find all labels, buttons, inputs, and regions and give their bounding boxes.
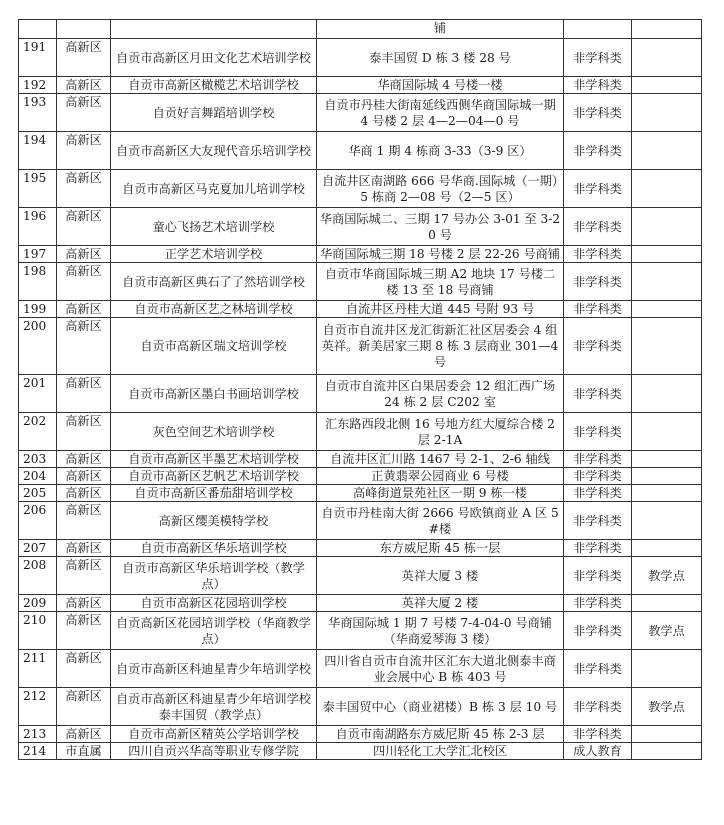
- address-cell: 自贡市丹桂大街南延线西侧华商国际城一期 4 号楼 2 层 4—2—04—0 号: [317, 94, 564, 132]
- continuation-cell: 铺: [317, 20, 564, 39]
- note-cell: [632, 451, 702, 468]
- category-cell: 非学科类: [564, 540, 632, 557]
- district-cell: 高新区: [57, 246, 111, 263]
- address-cell: 自贡市华商国际城三期 A2 地块 17 号楼二楼 13 至 18 号商铺: [317, 263, 564, 301]
- table-row: [19, 650, 702, 688]
- row-number: 209: [19, 595, 57, 612]
- category-cell: 非学科类: [564, 301, 632, 318]
- category-cell: 非学科类: [564, 451, 632, 468]
- district-cell: 高新区: [57, 375, 111, 413]
- note-cell: [632, 650, 702, 688]
- note-cell: [632, 468, 702, 485]
- row-number: 194: [19, 132, 57, 170]
- table-row: [19, 77, 702, 94]
- district-cell: 高新区: [57, 208, 111, 246]
- category-cell: 成人教育: [564, 743, 632, 760]
- district-cell: 高新区: [57, 726, 111, 743]
- note-cell: [632, 132, 702, 170]
- row-number: 208: [19, 557, 57, 595]
- continuation-row: [19, 20, 702, 39]
- note-cell: [632, 595, 702, 612]
- address-cell: 自流井区汇川路 1467 号 2-1、2-6 轴线: [317, 451, 564, 468]
- row-number: 192: [19, 77, 57, 94]
- table-row: [19, 540, 702, 557]
- table-row: [19, 94, 702, 132]
- district-cell: 高新区: [57, 468, 111, 485]
- district-cell: 高新区: [57, 451, 111, 468]
- note-cell: [632, 208, 702, 246]
- table-row: [19, 557, 702, 595]
- district-cell: 高新区: [57, 557, 111, 595]
- school-name-cell: 自贡市高新区瑞文培训学校: [111, 318, 317, 375]
- note-cell: [632, 170, 702, 208]
- address-cell: 华商 1 期 4 栋商 3-33（3-9 区）: [317, 132, 564, 170]
- table-row: [19, 688, 702, 726]
- row-number: 195: [19, 170, 57, 208]
- address-cell: 正黄翡翠公园商业 6 号楼: [317, 468, 564, 485]
- table-row: [19, 375, 702, 413]
- district-cell: 市直属: [57, 743, 111, 760]
- row-number: 211: [19, 650, 57, 688]
- note-cell: 教学点: [632, 688, 702, 726]
- address-cell: 四川省自贡市自流井区汇东大道北侧泰丰商业会展中心 B 栋 403 号: [317, 650, 564, 688]
- district-cell: 高新区: [57, 170, 111, 208]
- category-cell: 非学科类: [564, 208, 632, 246]
- note-cell: [632, 540, 702, 557]
- school-name-cell: 正学艺术培训学校: [111, 246, 317, 263]
- school-name-cell: 自贡高新区花园培训学校（华商教学点）: [111, 612, 317, 650]
- table-row: [19, 468, 702, 485]
- category-cell: 非学科类: [564, 485, 632, 502]
- address-cell: 自贡市丹桂南大街 2666 号欧镇商业 A 区 5#楼: [317, 502, 564, 540]
- address-cell: 泰丰国贸 D 栋 3 楼 28 号: [317, 39, 564, 77]
- school-name-cell: 自贡市高新区华乐培训学校（教学点）: [111, 557, 317, 595]
- note-cell: [632, 413, 702, 451]
- address-cell: 泰丰国贸中心（商业裙楼）B 栋 3 层 10 号: [317, 688, 564, 726]
- table-row: [19, 318, 702, 375]
- table-body: [19, 20, 702, 760]
- table-row: [19, 39, 702, 77]
- note-cell: [632, 743, 702, 760]
- table-row: [19, 502, 702, 540]
- address-cell: 自流井区南湖路 666 号华商.国际城（一期）5 栋商 2—08 号（2—5 区）: [317, 170, 564, 208]
- school-name-cell: 四川自贡兴华高等职业专修学院: [111, 743, 317, 760]
- address-cell: 高峰街道景苑社区一期 9 栋一楼: [317, 485, 564, 502]
- table-row: [19, 413, 702, 451]
- note-cell: [632, 485, 702, 502]
- district-cell: 高新区: [57, 77, 111, 94]
- category-cell: 非学科类: [564, 468, 632, 485]
- table-row: [19, 612, 702, 650]
- table-row: [19, 132, 702, 170]
- category-cell: 非学科类: [564, 263, 632, 301]
- category-cell: 非学科类: [564, 77, 632, 94]
- school-name-cell: 高新区缨美模特学校: [111, 502, 317, 540]
- row-number: 200: [19, 318, 57, 375]
- note-cell: 教学点: [632, 612, 702, 650]
- school-list-table: [18, 19, 702, 760]
- category-cell: 非学科类: [564, 612, 632, 650]
- note-cell: 教学点: [632, 557, 702, 595]
- school-name-cell: 自贡市高新区橄榄艺术培训学校: [111, 77, 317, 94]
- school-name-cell: 自贡市高新区精英公学培训学校: [111, 726, 317, 743]
- note-cell: [632, 94, 702, 132]
- category-cell: 非学科类: [564, 318, 632, 375]
- school-name-cell: 自贡市高新区半墨艺术培训学校: [111, 451, 317, 468]
- note-cell: [632, 246, 702, 263]
- row-number: 191: [19, 39, 57, 77]
- school-name-cell: 自贡好言舞蹈培训学校: [111, 94, 317, 132]
- school-name-cell: 童心飞扬艺术培训学校: [111, 208, 317, 246]
- table-row: [19, 485, 702, 502]
- school-name-cell: 自贡市高新区科迪星青少年培训学校泰丰国贸（教学点）: [111, 688, 317, 726]
- school-name-cell: 自贡市高新区大友现代音乐培训学校: [111, 132, 317, 170]
- category-cell: 非学科类: [564, 650, 632, 688]
- district-cell: 高新区: [57, 540, 111, 557]
- table-row: [19, 301, 702, 318]
- category-cell: 非学科类: [564, 557, 632, 595]
- school-name-cell: 自贡市高新区艺帆艺术培训学校: [111, 468, 317, 485]
- address-cell: 英祥大厦 2 楼: [317, 595, 564, 612]
- school-name-cell: 自贡市高新区马克夏加儿培训学校: [111, 170, 317, 208]
- row-number: 206: [19, 502, 57, 540]
- table-row: [19, 170, 702, 208]
- category-cell: 非学科类: [564, 132, 632, 170]
- school-name-cell: 自贡市高新区典石了了然培训学校: [111, 263, 317, 301]
- category-cell: 非学科类: [564, 726, 632, 743]
- table-row: [19, 451, 702, 468]
- note-cell: [632, 502, 702, 540]
- row-number: 197: [19, 246, 57, 263]
- category-cell: 非学科类: [564, 94, 632, 132]
- school-name-cell: 自贡市高新区月田文化艺术培训学校: [111, 39, 317, 77]
- school-name-cell: 自贡市高新区番茄甜培训学校: [111, 485, 317, 502]
- school-name-cell: 自贡市高新区墨白书画培训学校: [111, 375, 317, 413]
- table-row: [19, 208, 702, 246]
- district-cell: 高新区: [57, 132, 111, 170]
- table-row: [19, 743, 702, 760]
- note-cell: [632, 726, 702, 743]
- row-number: 199: [19, 301, 57, 318]
- category-cell: 非学科类: [564, 246, 632, 263]
- table-row: [19, 246, 702, 263]
- address-cell: 华商国际城 1 期 7 号楼 7-4-04-0 号商铺（华商爱琴海 3 楼）: [317, 612, 564, 650]
- address-cell: 华商国际城三期 18 号楼 2 层 22-26 号商铺: [317, 246, 564, 263]
- district-cell: 高新区: [57, 688, 111, 726]
- row-number: 193: [19, 94, 57, 132]
- address-cell: 自流井区丹桂大道 445 号附 93 号: [317, 301, 564, 318]
- district-cell: 高新区: [57, 650, 111, 688]
- school-name-cell: 自贡市高新区艺之林培训学校: [111, 301, 317, 318]
- category-cell: 非学科类: [564, 688, 632, 726]
- table-row: [19, 726, 702, 743]
- category-cell: 非学科类: [564, 375, 632, 413]
- row-number: 213: [19, 726, 57, 743]
- row-number: 202: [19, 413, 57, 451]
- district-cell: 高新区: [57, 413, 111, 451]
- row-number: 198: [19, 263, 57, 301]
- address-cell: 自贡市自流井区白果居委会 12 组汇西广场 24 栋 2 层 C202 室: [317, 375, 564, 413]
- district-cell: 高新区: [57, 595, 111, 612]
- row-number: 196: [19, 208, 57, 246]
- note-cell: [632, 318, 702, 375]
- district-cell: 高新区: [57, 485, 111, 502]
- address-cell: 东方威尼斯 45 栋一层: [317, 540, 564, 557]
- category-cell: 非学科类: [564, 595, 632, 612]
- address-cell: 四川轻化工大学汇北校区: [317, 743, 564, 760]
- school-name-cell: 自贡市高新区科迪星青少年培训学校: [111, 650, 317, 688]
- row-number: 214: [19, 743, 57, 760]
- school-name-cell: 自贡市高新区花园培训学校: [111, 595, 317, 612]
- address-cell: 英祥大厦 3 楼: [317, 557, 564, 595]
- address-cell: 汇东路西段北侧 16 号地方红大厦综合楼 2 层 2-1A: [317, 413, 564, 451]
- address-cell: 华商国际城二、三期 17 号办公 3-01 至 3-20 号: [317, 208, 564, 246]
- address-cell: 华商国际城 4 号楼一楼: [317, 77, 564, 94]
- note-cell: [632, 301, 702, 318]
- district-cell: 高新区: [57, 263, 111, 301]
- note-cell: [632, 375, 702, 413]
- category-cell: 非学科类: [564, 502, 632, 540]
- table-row: [19, 263, 702, 301]
- row-number: 205: [19, 485, 57, 502]
- category-cell: 非学科类: [564, 170, 632, 208]
- note-cell: [632, 263, 702, 301]
- district-cell: 高新区: [57, 39, 111, 77]
- district-cell: 高新区: [57, 502, 111, 540]
- category-cell: 非学科类: [564, 39, 632, 77]
- table-row: [19, 595, 702, 612]
- address-cell: 自贡市自流井区龙汇街新汇社区居委会 4 组英祥。新美居家三期 8 栋 3 层商业 301—4 号: [317, 318, 564, 375]
- school-name-cell: 自贡市高新区华乐培训学校: [111, 540, 317, 557]
- district-cell: 高新区: [57, 94, 111, 132]
- note-cell: [632, 77, 702, 94]
- district-cell: 高新区: [57, 301, 111, 318]
- district-cell: 高新区: [57, 612, 111, 650]
- category-cell: 非学科类: [564, 413, 632, 451]
- school-name-cell: 灰色空间艺术培训学校: [111, 413, 317, 451]
- row-number: 203: [19, 451, 57, 468]
- note-cell: [632, 39, 702, 77]
- address-cell: 自贡市南湖路东方威尼斯 45 栋 2-3 层: [317, 726, 564, 743]
- row-number: 201: [19, 375, 57, 413]
- row-number: 207: [19, 540, 57, 557]
- row-number: 204: [19, 468, 57, 485]
- district-cell: 高新区: [57, 318, 111, 375]
- row-number: 212: [19, 688, 57, 726]
- row-number: 210: [19, 612, 57, 650]
